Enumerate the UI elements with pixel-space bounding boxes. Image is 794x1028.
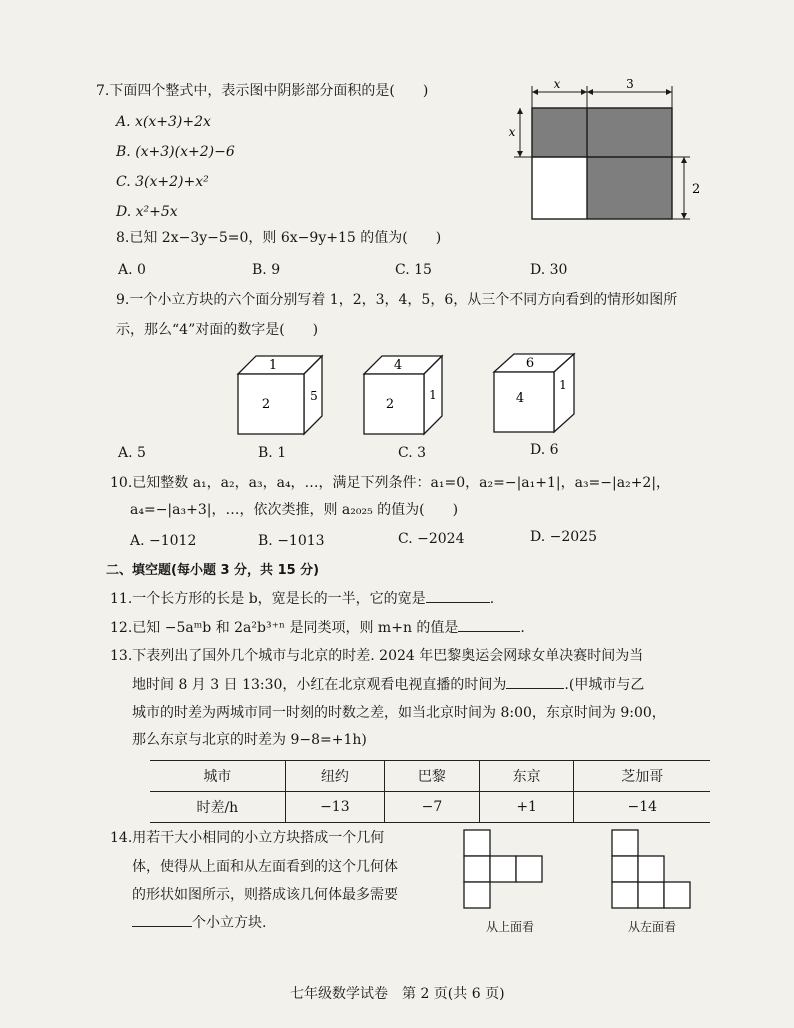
table-cell: −14 xyxy=(574,792,710,823)
fig-label-right-2: 2 xyxy=(692,182,701,197)
q7-stem: 7.下面四个整式中，表示图中阴影部分面积的是( ) xyxy=(96,83,429,99)
q7-area-figure xyxy=(500,78,710,223)
cube3-front: 4 xyxy=(515,391,525,406)
table-header-cell: 纽约 xyxy=(285,761,384,792)
q12-text: 12.已知 −5aᵐb 和 2a²b³⁺ⁿ 是同类项，则 m+n 的值是 xyxy=(110,620,459,636)
q12-answer-blank[interactable] xyxy=(458,631,520,632)
table-header-cell: 巴黎 xyxy=(385,761,480,792)
q9-option-c: C. 3 xyxy=(398,445,427,461)
table-header-cell: 东京 xyxy=(479,761,574,792)
view-from-left-caption: 从左面看 xyxy=(628,920,677,934)
q9-cube-2 xyxy=(362,352,452,438)
q10-option-a: A. −1012 xyxy=(130,533,197,549)
q9-stem-line2: 示，那么“4”对面的数字是( ) xyxy=(116,322,319,338)
q13-line3: 城市的时差为两城市同一时刻的时数之差，如当北京时间为 8:00，东京时间为 9:00， xyxy=(132,705,666,721)
q9-option-b: B. 1 xyxy=(258,445,287,461)
q8-option-a: A. 0 xyxy=(118,262,146,278)
table-header-cell: 城市 xyxy=(150,761,285,792)
q13-answer-blank[interactable] xyxy=(506,688,564,689)
q9-stem-line1: 9.一个小立方块的六个面分别写着 1，2，3，4，5，6，从三个不同方向看到的情形如图所 xyxy=(116,292,678,308)
fig-label-top-3: 3 xyxy=(626,77,634,91)
q12-end: . xyxy=(520,620,525,636)
cube2-top: 4 xyxy=(393,358,403,373)
q7-option-a: A. x(x+3)+2x xyxy=(116,114,211,130)
q10-option-c: C. −2024 xyxy=(398,531,465,547)
q14-line3: 的形状如图所示，则搭成该几何体最多需要 xyxy=(132,887,398,903)
table-header-row xyxy=(150,761,710,792)
q14-answer-blank[interactable] xyxy=(132,926,192,927)
q8-stem: 8.已知 2x−3y−5=0，则 6x−9y+15 的值为( ) xyxy=(116,230,442,246)
q11-line xyxy=(110,590,494,608)
shaded-bottom-right xyxy=(587,157,672,219)
q13-text-b: .(甲城市与乙 xyxy=(564,677,645,693)
q8-option-b: B. 9 xyxy=(252,262,281,278)
q13-line1: 13.下表列出了国外几个城市与北京的时差. 2024 年巴黎奥运会网球女单决赛时间为当 xyxy=(110,648,644,664)
table-header-cell: 芝加哥 xyxy=(574,761,710,792)
cube1-top: 1 xyxy=(268,358,278,373)
table-row xyxy=(150,792,710,823)
shaded-top-left xyxy=(532,108,587,157)
page-footer: 七年级数学试卷 第 2 页(共 6 页) xyxy=(290,986,505,1002)
q8-option-d: D. 30 xyxy=(530,262,568,278)
cube3-side: 1 xyxy=(559,378,567,392)
cube2-side: 1 xyxy=(429,388,437,402)
table-cell: +1 xyxy=(479,792,574,823)
table-cell: −7 xyxy=(385,792,480,823)
table-cell: −13 xyxy=(285,792,384,823)
table-cell: 时差/h xyxy=(150,792,285,823)
q10-option-d: D. −2025 xyxy=(530,529,597,545)
view-from-top-figure xyxy=(462,828,572,918)
view-from-left-figure xyxy=(610,828,720,918)
q13-text-a: 地时间 8 月 3 日 13:30，小红在北京观看电视直播的时间为 xyxy=(132,677,507,693)
q9-cube-1 xyxy=(236,352,326,438)
q11-answer-blank[interactable] xyxy=(426,602,490,603)
section-2-heading: 二、填空题(每小题 3 分，共 15 分) xyxy=(106,563,320,578)
fig-label-top-x: x xyxy=(553,77,561,91)
view-from-top-caption: 从上面看 xyxy=(486,920,535,934)
white-bottom-left xyxy=(532,157,587,219)
cube2-front: 2 xyxy=(385,397,395,412)
cube1-side: 5 xyxy=(310,389,318,403)
shaded-top-right xyxy=(587,108,672,157)
q10-stem-line1: 10.已知整数 a₁，a₂，a₃，a₄，…，满足下列条件：a₁=0，a₂=−|a₁+1|，a₃=−|a₂+2|， xyxy=(110,475,671,491)
q11-text: 11.一个长方形的长是 b，宽是长的一半，它的宽是 xyxy=(110,591,426,607)
q10-stem-line2: a₄=−|a₃+3|，…，依次类推，则 a₂₀₂₅ 的值为( ) xyxy=(130,502,459,518)
q10-option-b: B. −1013 xyxy=(258,533,325,549)
q11-end: . xyxy=(489,591,495,607)
q7-option-c: C. 3(x+2)+x² xyxy=(116,174,209,190)
q9-cube-3 xyxy=(492,350,582,436)
q7-option-b: B. (x+3)(x+2)−6 xyxy=(116,144,235,160)
q9-option-a: A. 5 xyxy=(118,445,146,461)
q14-text-end: 个小立方块. xyxy=(192,915,267,931)
q9-option-d: D. 6 xyxy=(530,442,559,458)
q14-line2: 体，使得从上面和从左面看到的这个几何体 xyxy=(132,859,398,875)
cube1-front: 2 xyxy=(261,397,271,412)
q7-option-d: D. x²+5x xyxy=(116,204,178,220)
cube3-top: 6 xyxy=(525,356,535,371)
fig-label-left-x: x xyxy=(508,125,516,139)
q12-line xyxy=(110,619,525,637)
q8-option-c: C. 15 xyxy=(395,262,432,278)
q13-line4: 那么东京与北京的时差为 9−8=+1h) xyxy=(132,732,367,748)
q14-line1: 14.用若干大小相同的小立方块搭成一个几何 xyxy=(110,830,385,846)
q14-line4 xyxy=(132,914,266,932)
time-difference-table xyxy=(150,760,710,823)
q13-line2 xyxy=(132,676,644,694)
